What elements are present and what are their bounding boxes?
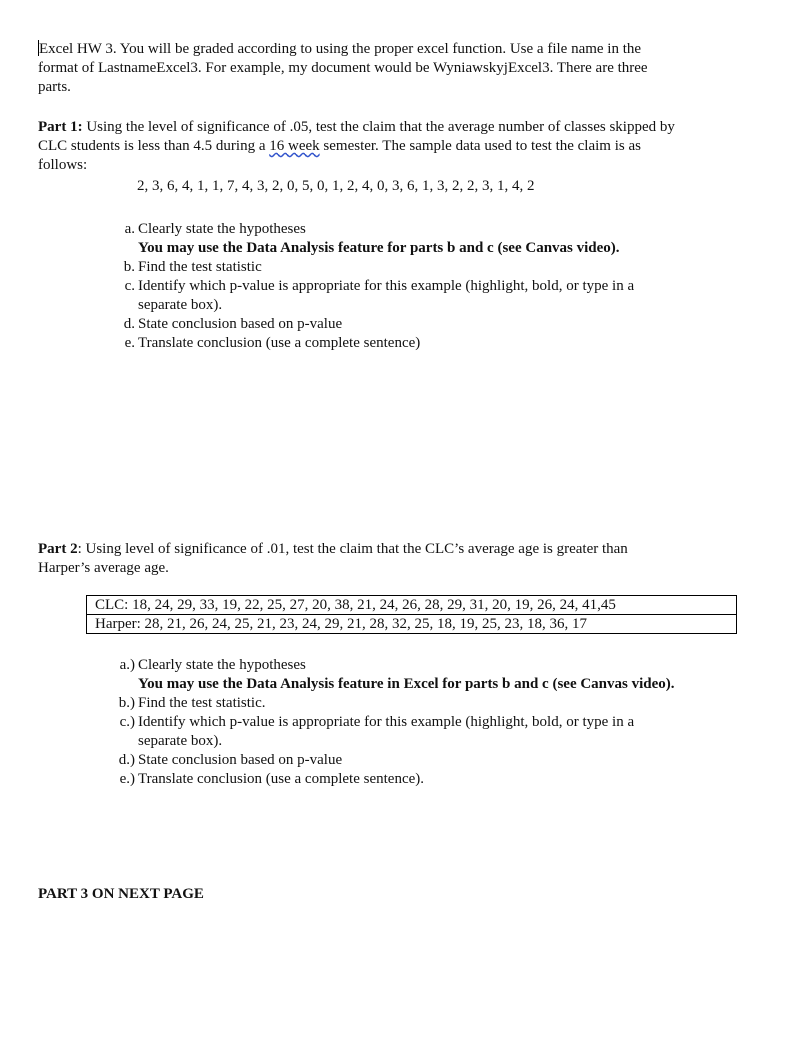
table-cell-clc: CLC: 18, 24, 29, 33, 19, 22, 25, 27, 20, 38, 21, 24, 26, 28, 29, 31, 20, 19, 26, 24, 41,45 — [87, 596, 737, 615]
list-item: e. Translate conclusion (use a complete sentence) — [124, 335, 421, 351]
part2-line-2: Harper’s average age. — [38, 560, 169, 576]
list-item: d. State conclusion based on p-value — [123, 316, 343, 332]
list-item: b.) Find the test statistic. — [118, 695, 266, 711]
intro-paragraph — [38, 40, 753, 97]
part1-paragraph — [38, 118, 753, 175]
list-item: a. Clearly state the hypotheses — [124, 221, 306, 237]
intro-line-2: format of LastnameExcel3. For example, my document would be WyniawskyjExcel3. There are three — [38, 60, 648, 76]
part2-data-table — [86, 595, 737, 634]
intro-line-1: Excel HW 3. You will be graded according to using the proper excel function. Use a file name in the — [39, 41, 642, 57]
table-row — [87, 596, 737, 615]
table-cell-harper: Harper: 28, 21, 26, 24, 25, 21, 23, 24, 29, 21, 28, 32, 25, 18, 19, 25, 23, 18, 36, 17 — [87, 615, 737, 634]
part1-sample-data: 2, 3, 6, 4, 1, 1, 7, 4, 3, 2, 0, 5, 0, 1, 2, 4, 0, 3, 6, 1, 3, 2, 2, 3, 1, 4, 2 — [137, 178, 535, 194]
list-item: b. Find the test statistic — [123, 259, 262, 275]
part1-line-3: follows: — [38, 157, 88, 173]
part1-task-list — [113, 220, 753, 353]
part2-label: Part 2 — [38, 541, 78, 557]
list-item: c. Identify which p-value is appropriate for this example (highlight, bold, or type in a — [124, 278, 635, 294]
part1-label: Part 1: — [38, 119, 83, 135]
list-item: c.) Identify which p-value is appropriate for this example (highlight, bold, or type in a — [119, 714, 635, 730]
list-item-note: You may use the Data Analysis feature in Excel for parts b and c (see Canvas video). — [138, 676, 675, 692]
table-row — [87, 615, 737, 634]
footer-next-page-note: PART 3 ON NEXT PAGE — [38, 886, 204, 902]
part1-line-2: CLC students is less than 4.5 during a 16 week semester. The sample data used to test the claim is as — [38, 138, 641, 154]
part2-task-list — [113, 656, 753, 789]
part2-paragraph — [38, 540, 753, 578]
part2-line-1: Part 2: Using level of significance of .01, test the claim that the CLC’s average age is greater than — [38, 541, 628, 557]
list-item-continuation: separate box). — [138, 297, 223, 313]
list-item-continuation: separate box). — [138, 733, 223, 749]
list-item: a.) Clearly state the hypotheses — [119, 657, 306, 673]
list-item: e.) Translate conclusion (use a complete sentence). — [119, 771, 425, 787]
spellcheck-word[interactable]: 16 week — [269, 138, 320, 154]
intro-line-3: parts. — [38, 79, 71, 95]
list-item: d.) State conclusion based on p-value — [118, 752, 343, 768]
part1-line-1: Part 1: Using the level of significance of .05, test the claim that the average number of classes skipped by — [38, 119, 675, 135]
list-item-note: You may use the Data Analysis feature for parts b and c (see Canvas video). — [138, 240, 620, 256]
